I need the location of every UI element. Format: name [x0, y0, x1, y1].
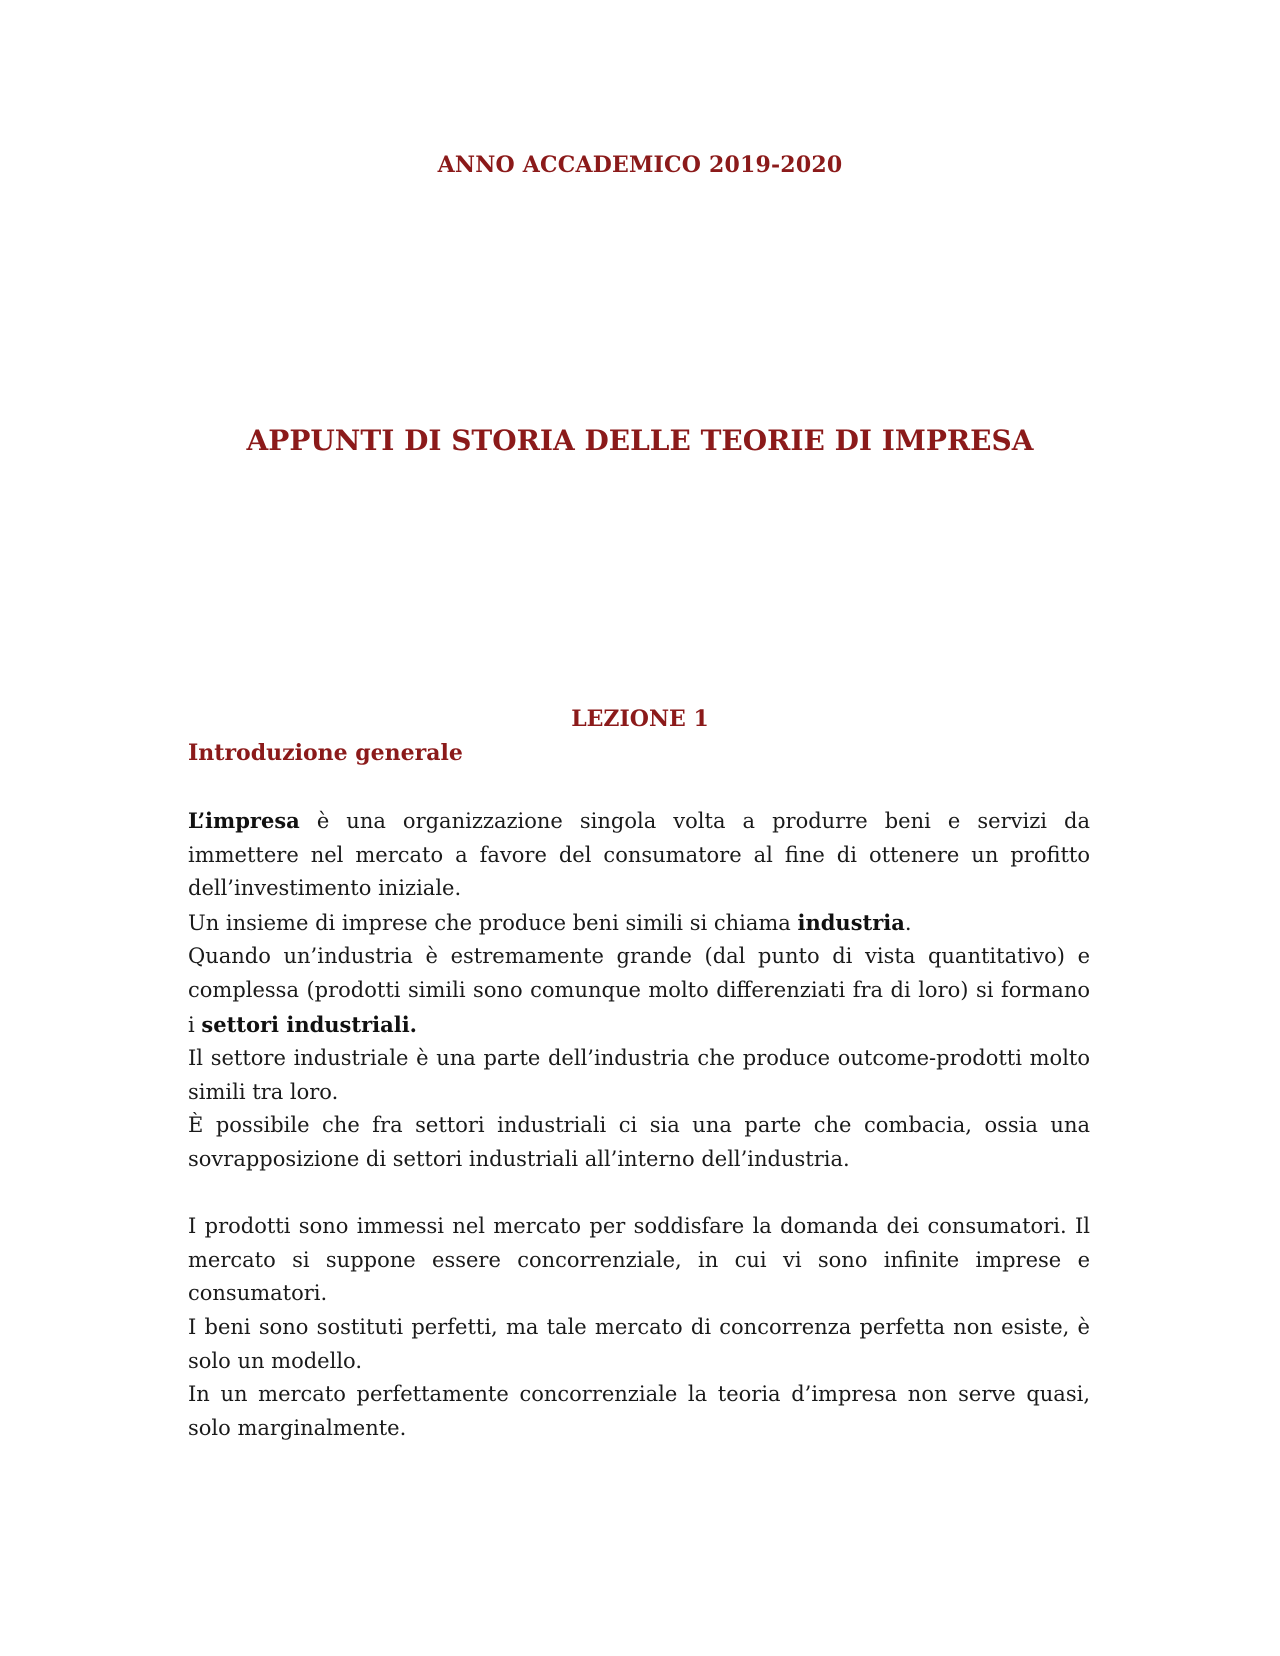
paragraph-settori: [188, 940, 1090, 1042]
paragraph-text: Quando un’industria è estremamente grande (dal punto di vista quantitativo) e complessa (prodotti simili sono comunque molto differenziati fra di loro) si formano i: [188, 944, 1090, 1037]
paragraph-text: è una organizzazione singola volta a produrre beni e servizi da immettere nel mercato a favore del consumatore al fine di ottenere un profitto dell’investimento iniziale.: [188, 809, 1090, 901]
lesson-label: LEZIONE 1: [571, 706, 709, 732]
document-title: APPUNTI DI STORIA DELLE TEORIE DI IMPRESA: [246, 424, 1034, 457]
paragraph-punctuation: .: [904, 910, 912, 935]
body-text: [188, 804, 1090, 1445]
term-impresa: L’impresa: [188, 808, 300, 833]
term-settori-industriali: settori industriali.: [201, 1011, 417, 1037]
paragraph-settore-definizione: Il settore industriale è una parte dell’industria che produce outcome-prodotti molto simili tra loro.: [188, 1046, 1090, 1104]
paragraph-mercato: I prodotti sono immessi nel mercato per soddisfare la domanda dei consumatori. Il mercato si suppone essere concorrenziale, in cui vi sono infinite imprese e consumatori.: [188, 1214, 1090, 1306]
paragraph-sovrapposizione: È possibile che fra settori industriali ci sia una parte che combacia, ossia una sovrapposizione di settori industriali all’interno dell’industria.: [188, 1113, 1090, 1171]
paragraph-beni-sostituti: I beni sono sostituti perfetti, ma tale mercato di concorrenza perfetta non esiste, è solo un modello.: [188, 1314, 1090, 1373]
paragraph-gap: [188, 1177, 1090, 1211]
paragraph-concorrenza-perfetta: In un mercato perfettamente concorrenziale la teoria d’impresa non serve quasi, solo marginalmente.: [188, 1382, 1090, 1440]
academic-year: ANNO ACCADEMICO 2019-2020: [437, 152, 843, 178]
paragraph-industria: [188, 906, 1090, 941]
term-industria: industria: [797, 909, 905, 935]
paragraph-impresa: [188, 804, 1090, 906]
section-heading: Introduzione generale: [188, 740, 463, 766]
paragraph-text: Un insieme di imprese che produce beni simili si chiama: [188, 910, 798, 935]
